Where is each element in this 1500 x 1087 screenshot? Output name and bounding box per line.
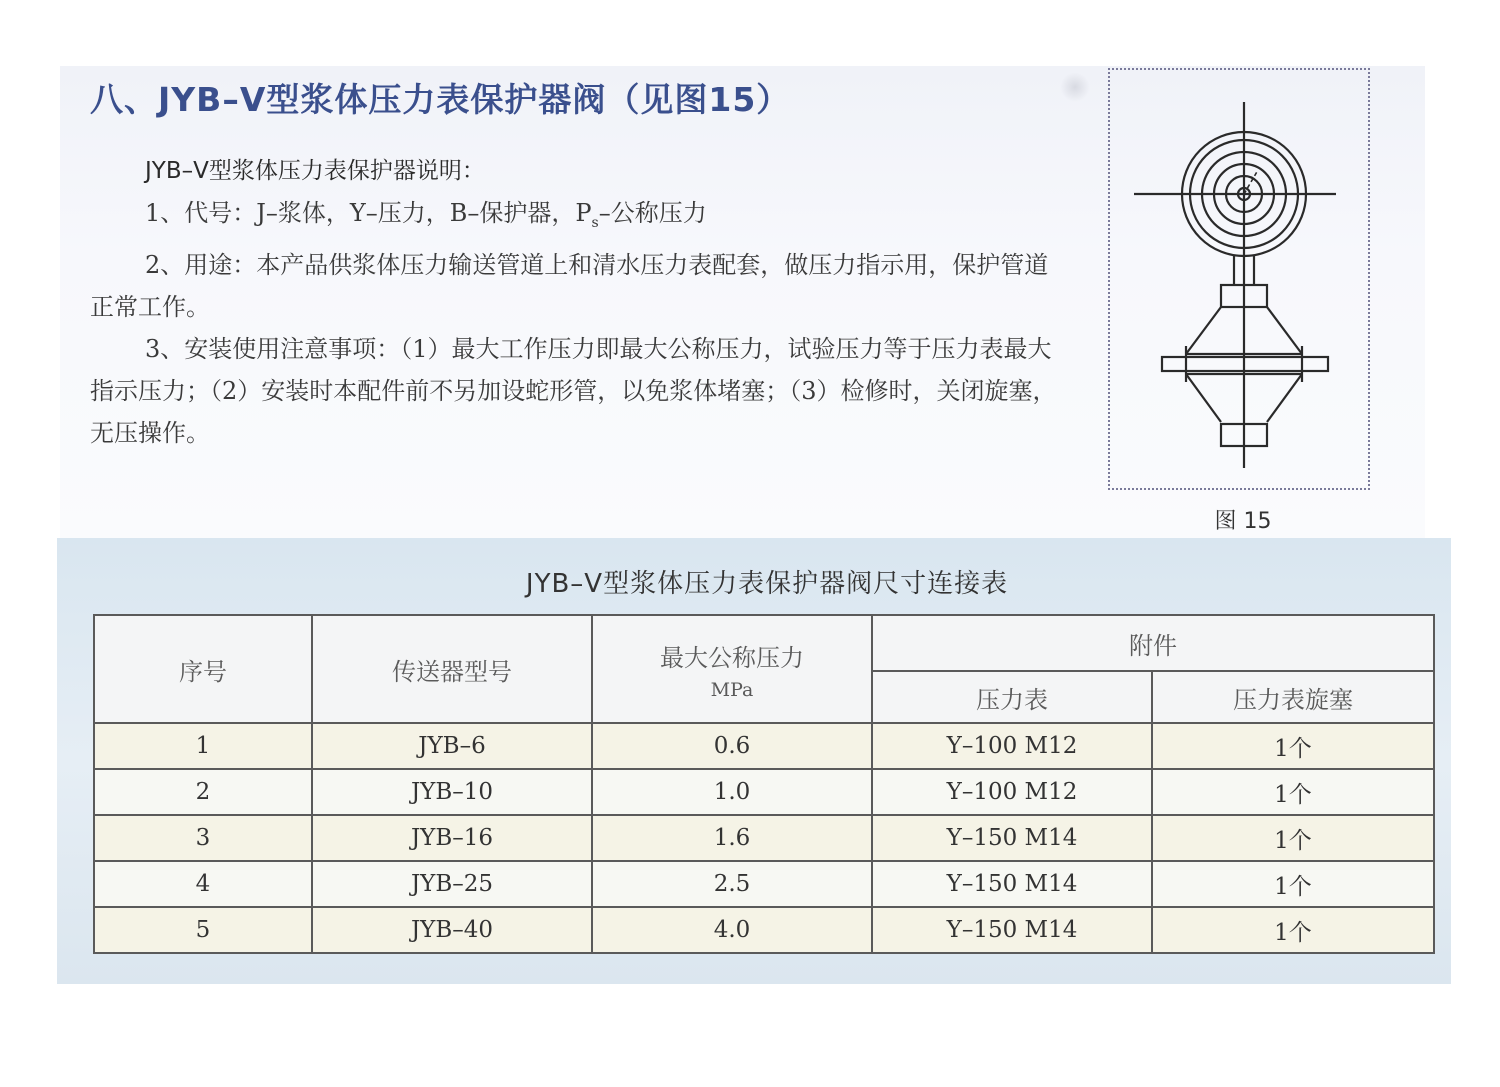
header-model: 传送器型号: [312, 615, 592, 723]
header-accessories: 附件: [872, 615, 1434, 671]
header-cock: 压力表旋塞: [1152, 671, 1434, 723]
description-text: [90, 150, 1070, 454]
cell-gauge: Y–100 M12: [872, 723, 1152, 769]
scan-smudge: [1060, 72, 1090, 102]
cell-index: 2: [94, 769, 312, 815]
cell-cock: 1个: [1152, 907, 1434, 953]
description-item-1: 1、代号：J–浆体，Y–压力，B–保护器，$P_s-$公称压力: [145, 199, 707, 231]
header-pressure-unit: MPa: [710, 678, 754, 701]
cell-index: 5: [94, 907, 312, 953]
header-pressure: [592, 615, 872, 723]
cell-pressure: 1.0: [592, 769, 872, 815]
header-pressure-label: 最大公称压力: [660, 643, 804, 672]
cell-cock: 1个: [1152, 769, 1434, 815]
description-item-2: 2、用途：本产品供浆体压力输送管道上和清水压力表配套，做压力指示用，保护管道正常工作。: [90, 250, 1049, 321]
table-row: [94, 861, 1434, 907]
cell-cock: 1个: [1152, 815, 1434, 861]
section-heading: 八、JYB–V型浆体压力表保护器阀（见图15）: [90, 80, 791, 119]
cell-model: JYB–16: [312, 815, 592, 861]
table-row: [94, 723, 1434, 769]
pressure-gauge-protector-drawing: [1110, 70, 1372, 492]
cell-cock: 1个: [1152, 723, 1434, 769]
cell-index: 4: [94, 861, 312, 907]
figure-15-box: [1108, 68, 1370, 490]
table-row: [94, 769, 1434, 815]
cell-index: 1: [94, 723, 312, 769]
cell-gauge: Y–150 M14: [872, 815, 1152, 861]
cell-index: 3: [94, 815, 312, 861]
cell-gauge: Y–150 M14: [872, 907, 1152, 953]
table-row: [94, 907, 1434, 953]
header-index: 序号: [94, 615, 312, 723]
cell-pressure: 0.6: [592, 723, 872, 769]
cell-model: JYB–25: [312, 861, 592, 907]
table-row: [94, 815, 1434, 861]
cell-cock: 1个: [1152, 861, 1434, 907]
cell-pressure: 4.0: [592, 907, 872, 953]
cell-model: JYB–10: [312, 769, 592, 815]
figure-caption: 图 15: [1214, 509, 1272, 534]
cell-gauge: Y–150 M14: [872, 861, 1152, 907]
description-lead: JYB–V型浆体压力表保护器说明：: [145, 158, 485, 184]
cell-gauge: Y–100 M12: [872, 769, 1152, 815]
table-title: JYB–V型浆体压力表保护器阀尺寸连接表: [525, 569, 1009, 599]
dimension-table: [93, 614, 1435, 954]
cell-pressure: 2.5: [592, 861, 872, 907]
header-gauge: 压力表: [872, 671, 1152, 723]
cell-pressure: 1.6: [592, 815, 872, 861]
cell-model: JYB–6: [312, 723, 592, 769]
description-item-3: 3、安装使用注意事项：（1）最大工作压力即最大公称压力，试验压力等于压力表最大指示压力；（2）安装时本配件前不另加设蛇形管，以免浆体堵塞；（3）检修时，关闭旋塞，无压操作。: [90, 334, 1057, 447]
cell-model: JYB–40: [312, 907, 592, 953]
